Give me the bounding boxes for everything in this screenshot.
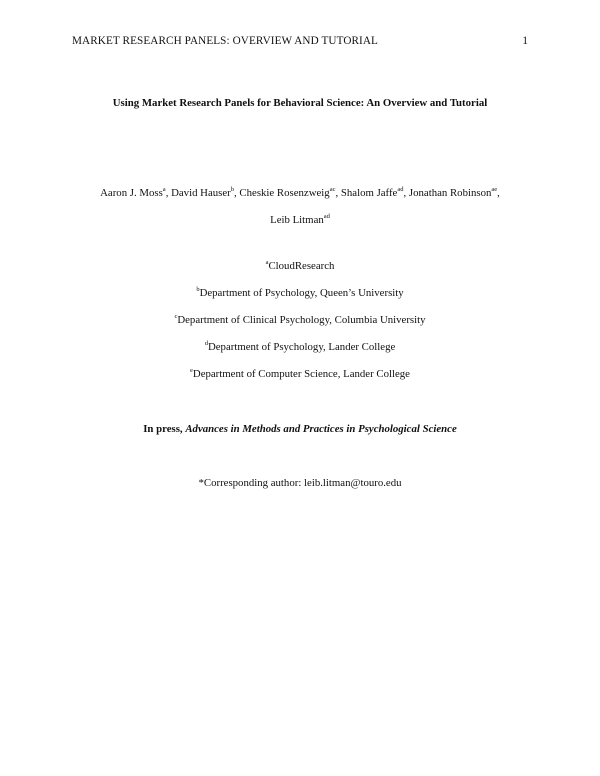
author: Jonathan Robinson$^{ae}$, <box>408 186 500 199</box>
affiliation: $^a$CloudResearch <box>265 259 335 272</box>
author: Leib Litman$^{ad}$ <box>270 213 330 226</box>
author: Cheskie Rosenzweig$^{ac}$, <box>239 186 341 199</box>
corresponding-author: *Corresponding author: leib.litman@touro.edu <box>198 477 402 489</box>
affiliation: $^b$Department of Psychology, Queen’s University <box>196 286 404 299</box>
affiliation: $^e$Department of Computer Science, Lander College <box>190 367 410 380</box>
journal-name: Advances in Methods and Practices in Psychological Science <box>185 423 457 435</box>
page-number: 1 <box>522 35 528 47</box>
author-list <box>60 180 540 234</box>
author: Shalom Jaffe$^{ad}$, <box>340 186 409 199</box>
running-head: MARKET RESEARCH PANELS: OVERVIEW AND TUTORIAL <box>72 35 378 47</box>
press-note: In press, Advances in Methods and Practices in Psychological Science <box>143 423 457 435</box>
paper-title: Using Market Research Panels for Behavioral Science: An Overview and Tutorial <box>112 97 488 109</box>
author: David Hauser$^b$, <box>171 186 240 199</box>
author: Aaron J. Moss$^a$, <box>100 186 172 199</box>
affiliation: $^c$Department of Clinical Psychology, Columbia University <box>174 313 426 326</box>
affiliation: $^d$Department of Psychology, Lander College <box>204 340 396 353</box>
